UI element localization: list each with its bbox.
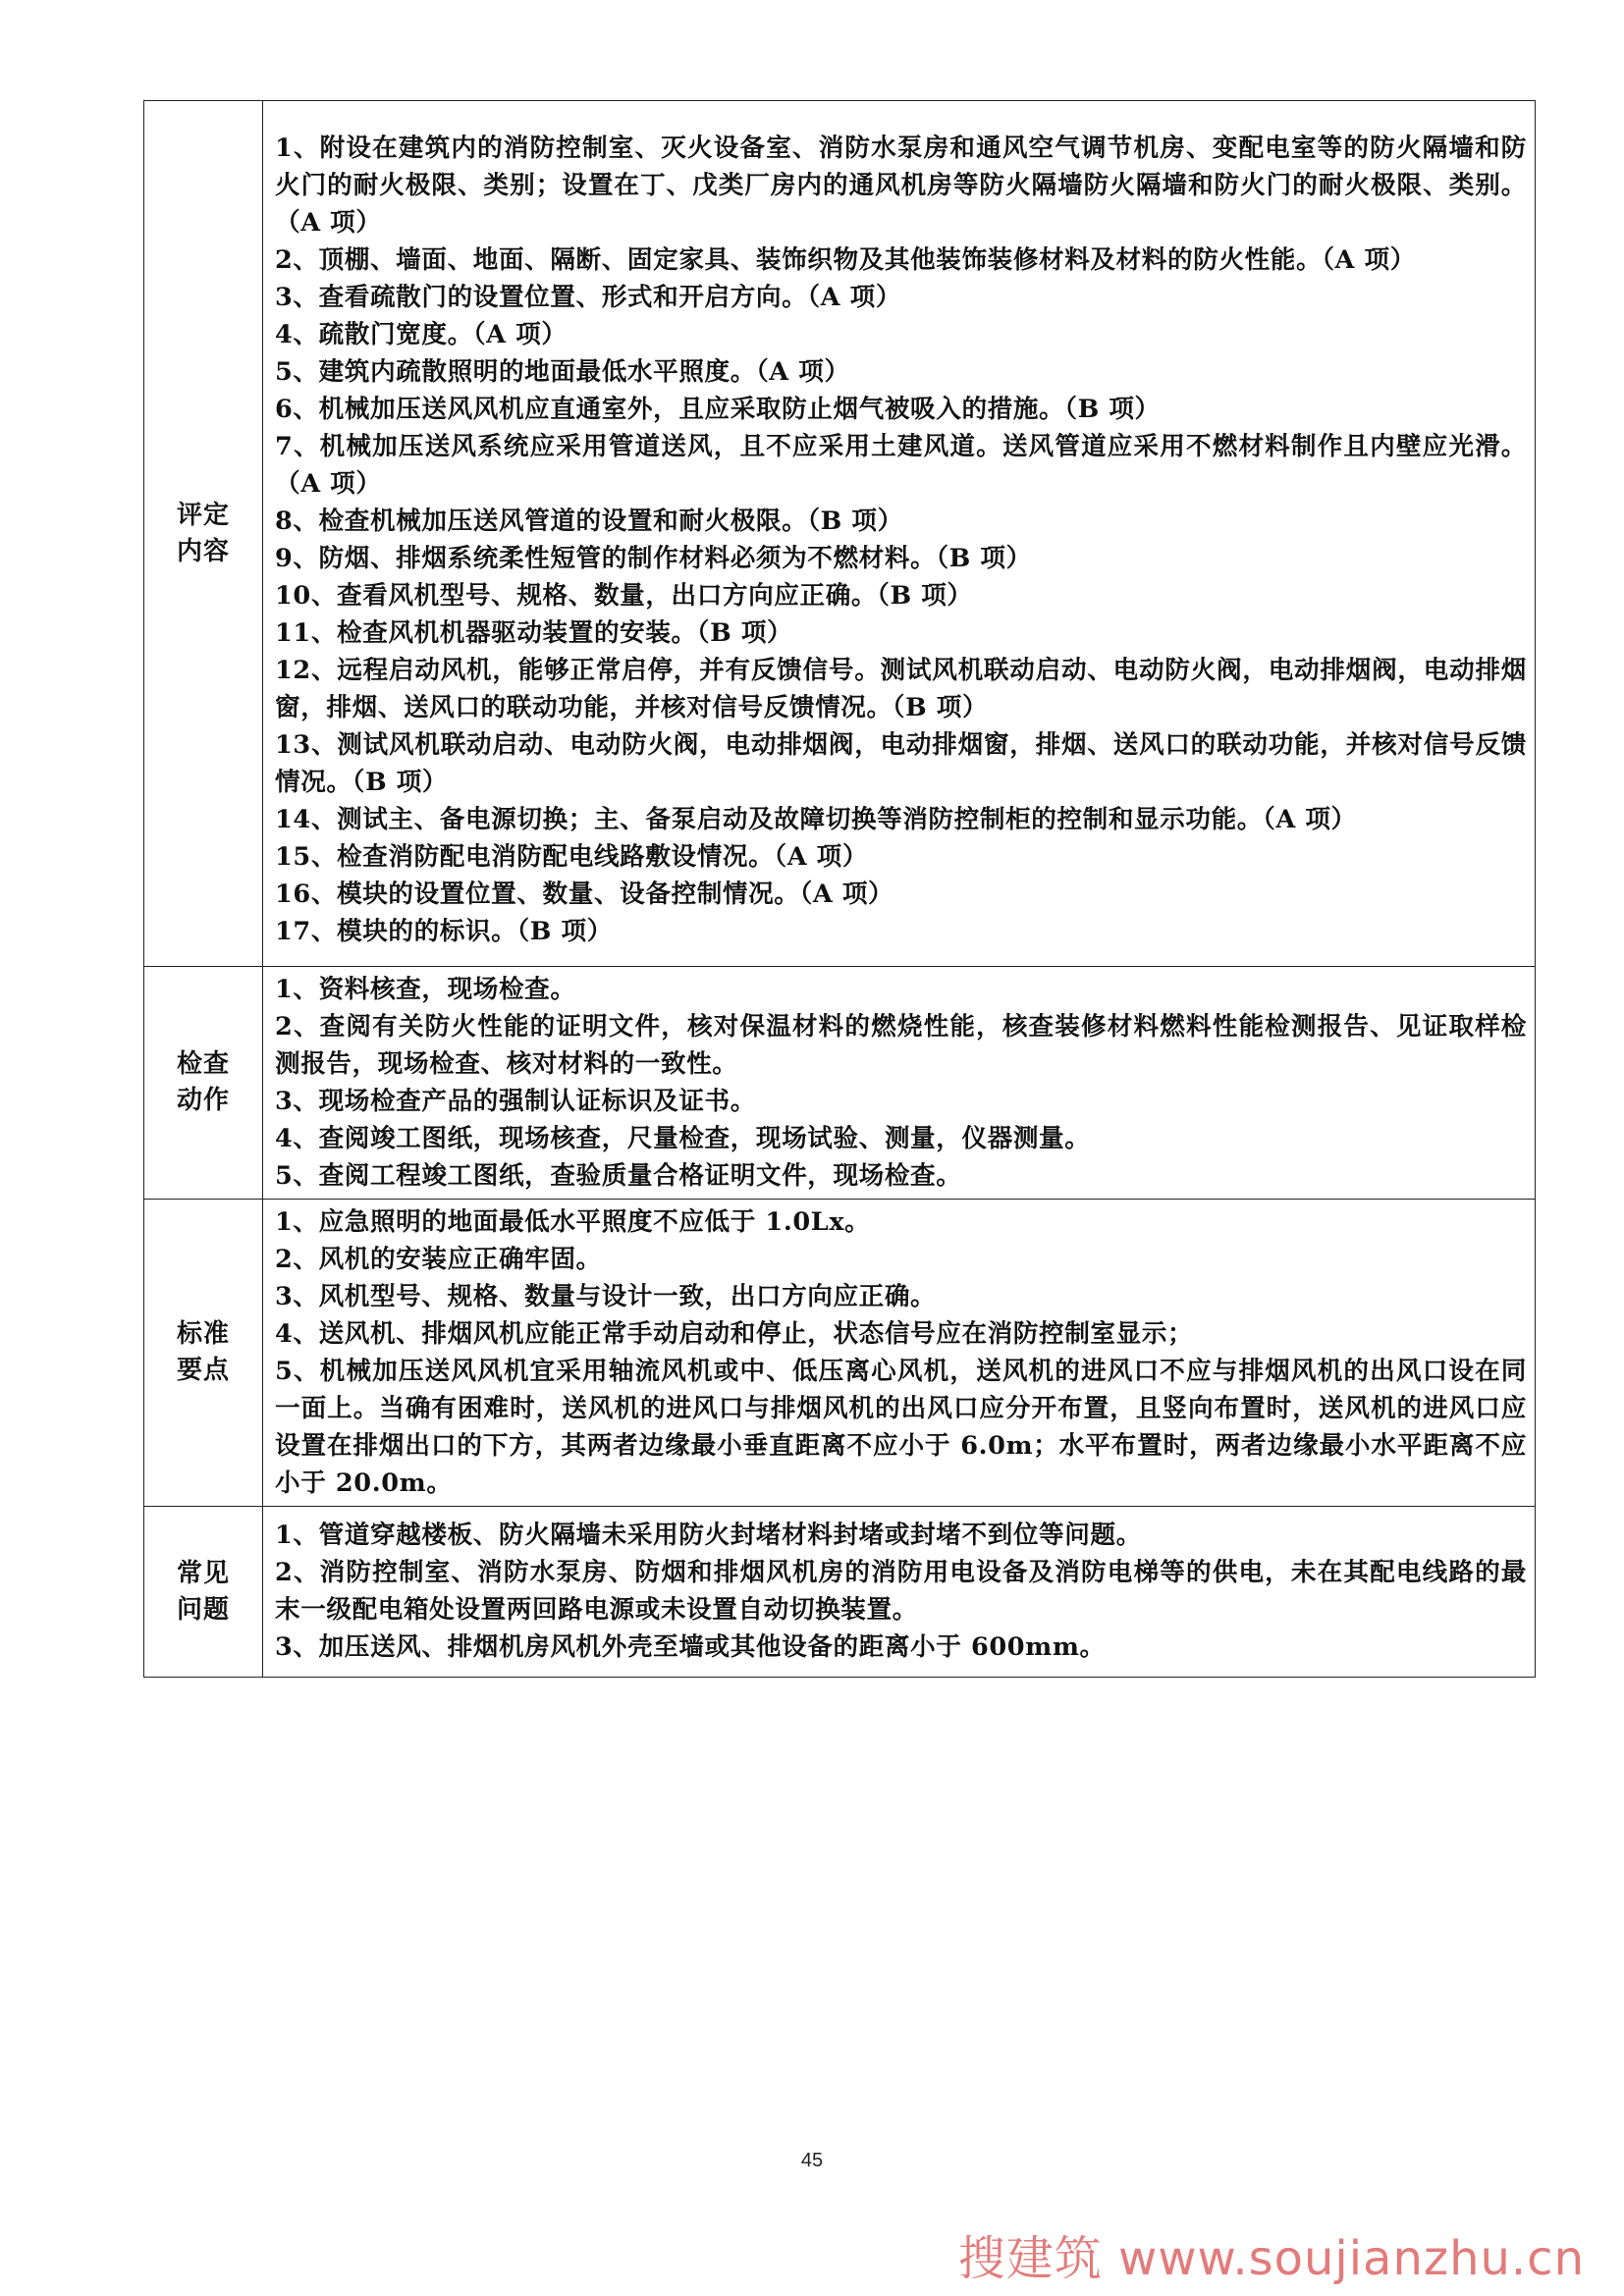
standard-label-line-2: 要点 (176, 1356, 230, 1385)
list-item: 2、消防控制室、消防水泵房、防烟和排烟风机房的消防用电设备及消防电梯等的供电，未在其配电线路的最末一级配电箱处设置两回路电源或未设置自动切换装置。 (275, 1558, 1527, 1625)
inspection-label-line-1: 检查 (176, 1049, 230, 1079)
list-item: 2、查阅有关防火性能的证明文件，核对保温材料的燃烧性能，核查装修材料燃料性能检测报告、见证取样检测报告，现场检查、核对材料的一致性。 (275, 1012, 1527, 1079)
common-issues-label-line-2: 问题 (176, 1594, 230, 1625)
list-item: 2、风机的安装应正确牢固。 (275, 1245, 602, 1274)
evaluation-label-line-1: 评定 (176, 500, 230, 530)
common-issues-content (263, 1507, 1536, 1678)
list-item: 5、机械加压送风风机宜采用轴流风机或中、低压离心风机，送风机的进风口不应与排烟风机的出风口设在同一面上。当确有困难时，送风机的进风口与排烟风机的出风口应分开布置，且竖向布置时，送风机的进风口应设置在排烟出口的下方，其两者边缘最小垂直距离不应小于 6.0m；水平布置时，两者边缘最小水平距离不应小于 20.0m。 (275, 1357, 1527, 1498)
list-item: 10、查看风机型号、规格、数量，出口方向应正确。（B 项） (275, 580, 973, 611)
watermark: 搜建筑 www.soujianzhu.cn (957, 2231, 1585, 2286)
inspection-content (263, 967, 1536, 1200)
list-item: 15、检查消防配电消防配电线路敷设情况。（A 项） (275, 841, 869, 872)
inspection-label-line-2: 动作 (176, 1086, 230, 1115)
list-item: 4、查阅竣工图纸，现场核查，尺量检查，现场试验、测量，仪器测量。 (275, 1124, 1091, 1153)
list-item: 6、机械加压送风风机应直通室外，且应采取防止烟气被吸入的措施。（B 项） (275, 394, 1161, 424)
list-item: 17、模块的的标识。（B 项） (275, 916, 613, 946)
list-item: 1、附设在建筑内的消防控制室、灭火设备室、消防水泵房和通风空气调节机房、变配电室等的防火隔墙和防火门的耐火极限、类别；设置在丁、戊类厂房内的通风机房等防火隔墙防火隔墙和防火门的耐火极限、类别。（A 项） (275, 133, 1527, 238)
evaluation-row (144, 101, 1536, 967)
list-item: 3、查看疏散门的设置位置、形式和开启方向。（A 项） (275, 282, 902, 312)
common-issues-label-line-1: 常见 (176, 1558, 230, 1588)
list-item: 2、顶棚、墙面、地面、隔断、固定家具、装饰织物及其他装饰装修材料及材料的防火性能。（A 项） (275, 244, 1416, 275)
common-issues-label (144, 1507, 263, 1678)
list-item: 8、检查机械加压送风管道的设置和耐火极限。（B 项） (275, 506, 903, 536)
list-item: 5、建筑内疏散照明的地面最低水平照度。（A 项） (275, 356, 850, 387)
standard-content (263, 1200, 1536, 1507)
list-item: 1、管道穿越楼板、防火隔墙未采用防火封堵材料封堵或封堵不到位等问题。 (275, 1521, 1142, 1550)
list-item: 3、现场检查产品的强制认证标识及证书。 (275, 1087, 756, 1116)
list-item: 14、测试主、备电源切换；主、备泵启动及故障切换等消防控制柜的控制和显示功能。（A 项） (275, 804, 1357, 834)
list-item: 3、加压送风、排烟机房风机外壳至墙或其他设备的距离小于 600mm。 (275, 1632, 1106, 1662)
inspection-row (144, 967, 1536, 1200)
list-item: 5、查阅工程竣工图纸，查验质量合格证明文件，现场检查。 (275, 1161, 962, 1191)
list-item: 1、应急照明的地面最低水平照度不应低于 1.0Lx。 (275, 1207, 871, 1237)
evaluation-label (144, 101, 263, 967)
standard-label-line-1: 标准 (176, 1319, 230, 1349)
list-item: 4、疏散门宽度。（A 项） (275, 319, 568, 349)
list-item: 16、模块的设置位置、数量、设备控制情况。（A 项） (275, 879, 894, 909)
standard-row (144, 1200, 1536, 1507)
evaluation-label-line-2: 内容 (176, 536, 230, 566)
list-item: 1、资料核查，现场检查。 (275, 975, 576, 1004)
page-number: 45 (800, 2150, 824, 2171)
inspection-table (143, 100, 1536, 1678)
list-item: 12、远程启动风机，能够正常启停，并有反馈信号。测试风机联动启动、电动防火阀，电动排烟阀，电动排烟窗，排烟、送风口的联动功能，并核对信号反馈情况。（B 项） (275, 655, 1527, 722)
standard-label (144, 1200, 263, 1507)
list-item: 7、机械加压送风系统应采用管道送风，且不应采用土建风道。送风管道应采用不燃材料制作且内壁应光滑。（A 项） (275, 431, 1527, 499)
evaluation-content (263, 101, 1536, 967)
list-item: 13、测试风机联动启动、电动防火阀，电动排烟阀，电动排烟窗，排烟、送风口的联动功能，并核对信号反馈情况。（B 项） (275, 729, 1527, 797)
inspection-label (144, 967, 263, 1200)
list-item: 3、风机型号、规格、数量与设计一致，出口方向应正确。 (275, 1282, 937, 1311)
list-item: 4、送风机、排烟风机应能正常手动启动和停止，状态信号应在消防控制室显示； (275, 1319, 1194, 1349)
common-issues-row (144, 1507, 1536, 1678)
list-item: 9、防烟、排烟系统柔性短管的制作材料必须为不燃材料。（B 项） (275, 543, 1032, 573)
list-item: 11、检查风机机器驱动装置的安装。（B 项） (275, 617, 793, 648)
